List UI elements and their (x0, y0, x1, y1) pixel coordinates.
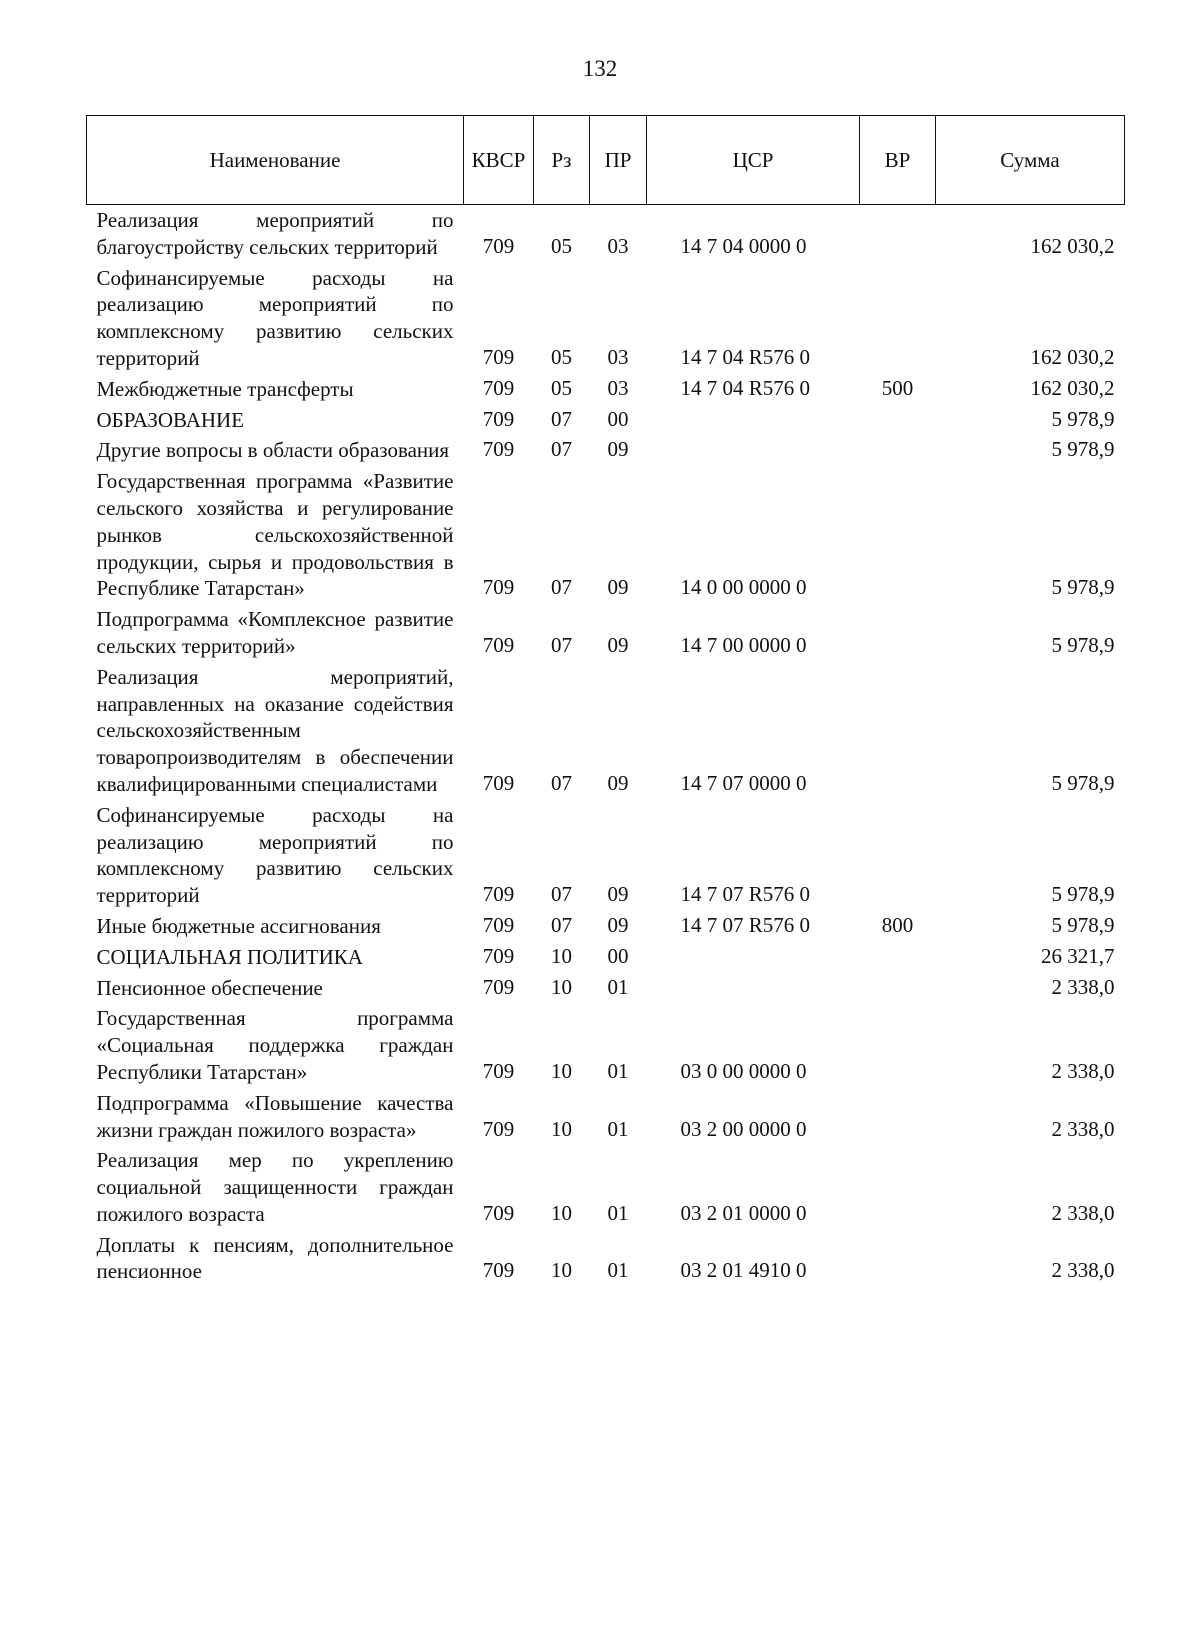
table-row (87, 911, 1125, 942)
cell-rz: 10 (551, 1116, 572, 1141)
cell-pr: 01 (607, 1258, 629, 1283)
table-row (87, 973, 1125, 1004)
cell-vr (860, 942, 936, 973)
cell-rz: 07 (551, 406, 572, 431)
cell-csr: 03 2 01 4910 0 (680, 1258, 807, 1283)
cell-name: Другие вопросы в области образования (96, 438, 450, 463)
cell-pr: 01 (607, 1200, 629, 1225)
cell-csr: 14 7 04 R576 0 (680, 375, 811, 400)
cell-rz: 07 (551, 575, 572, 600)
cell-sum: 5 978,9 (1051, 632, 1115, 657)
cell-kvsr: 709 (482, 437, 515, 462)
cell-kvsr: 709 (482, 406, 515, 431)
cell-csr: 14 7 04 0000 0 (680, 233, 807, 258)
table-row (87, 1230, 1125, 1288)
header-name: Наименование (87, 116, 464, 205)
header-sum: Сумма (936, 116, 1125, 205)
cell-csr (647, 405, 860, 436)
cell-sum: 162 030,2 (1030, 233, 1115, 258)
cell-name: Иные бюджетные ассигнования (96, 913, 381, 938)
cell-csr: 14 0 00 0000 0 (680, 575, 807, 600)
cell-rz: 07 (551, 882, 572, 907)
cell-pr: 09 (607, 575, 629, 600)
table-row (87, 466, 1125, 604)
table-row (87, 205, 1125, 263)
cell-sum: 2 338,0 (1051, 1116, 1115, 1141)
cell-vr (860, 405, 936, 436)
cell-vr (860, 435, 936, 466)
cell-sum: 2 338,0 (1051, 1258, 1115, 1283)
cell-kvsr: 709 (482, 575, 515, 600)
cell-sum: 162 030,2 (1030, 344, 1115, 369)
cell-vr: 500 (881, 375, 914, 400)
cell-rz: 05 (551, 233, 572, 258)
cell-vr: 800 (881, 912, 914, 937)
cell-rz: 10 (551, 974, 572, 999)
cell-name: Софинансируемые расходы на реализацию мероприятий по комплексному развитию сельских территорий (96, 802, 454, 908)
cell-vr (860, 263, 936, 374)
cell-sum: 5 978,9 (1051, 882, 1115, 907)
cell-kvsr: 709 (482, 344, 515, 369)
cell-pr: 01 (607, 974, 629, 999)
cell-pr: 00 (607, 406, 629, 431)
cell-name: ОБРАЗОВАНИЕ (96, 407, 245, 432)
table-row (87, 942, 1125, 973)
cell-csr (647, 942, 860, 973)
cell-sum: 5 978,9 (1051, 575, 1115, 600)
cell-sum: 26 321,7 (1041, 943, 1115, 968)
cell-vr (860, 800, 936, 911)
cell-vr (860, 1145, 936, 1229)
cell-name: Доплаты к пенсиям, дополнительное пенсионное (96, 1232, 454, 1284)
budget-table (86, 115, 1125, 1287)
cell-name: Государственная программа «Социальная поддержка граждан Республики Татарстан» (96, 1006, 454, 1084)
cell-csr (647, 973, 860, 1004)
table-header (87, 116, 1125, 205)
header-row (87, 116, 1125, 205)
header-vr: ВР (860, 116, 936, 205)
cell-sum: 5 978,9 (1051, 770, 1115, 795)
cell-name: Подпрограмма «Повышение качества жизни граждан пожилого возраста» (96, 1090, 454, 1142)
table-row (87, 374, 1125, 405)
cell-name: Пенсионное обеспечение (96, 975, 323, 1000)
cell-pr: 03 (607, 233, 629, 258)
cell-vr (860, 1003, 936, 1087)
cell-name: Государственная программа «Развитие сельского хозяйства и регулирование рынков сельскохозяйственной продукции, сырья и продовольствия в Республике Татарстан» (96, 469, 454, 601)
table-row (87, 263, 1125, 374)
table-row (87, 1003, 1125, 1087)
cell-kvsr: 709 (482, 1200, 515, 1225)
cell-rz: 07 (551, 632, 572, 657)
cell-kvsr: 709 (482, 1116, 515, 1141)
cell-vr (860, 973, 936, 1004)
cell-kvsr: 709 (482, 974, 515, 999)
table-row (87, 1145, 1125, 1229)
cell-pr: 09 (607, 632, 629, 657)
cell-csr: 03 2 01 0000 0 (680, 1200, 807, 1225)
budget-table-container (86, 115, 1124, 1287)
cell-name: Софинансируемые расходы на реализацию мероприятий по комплексному развитию сельских территорий (96, 265, 454, 370)
cell-name: Реализация мер по укреплению социальной защищенности граждан пожилого возраста (96, 1148, 454, 1226)
cell-pr: 01 (607, 1058, 629, 1083)
cell-csr: 14 7 07 0000 0 (680, 770, 807, 795)
cell-rz: 07 (551, 437, 572, 462)
cell-pr: 03 (607, 375, 629, 400)
cell-vr (860, 205, 936, 263)
cell-kvsr: 709 (482, 912, 515, 937)
cell-pr: 00 (607, 943, 629, 968)
header-kvsr: КВСР (464, 116, 534, 205)
cell-name: Подпрограмма «Комплексное развитие сельских территорий» (96, 607, 454, 658)
cell-name: Межбюджетные трансферты (96, 376, 354, 401)
cell-csr: 03 2 00 0000 0 (680, 1116, 807, 1141)
cell-kvsr: 709 (482, 632, 515, 657)
cell-kvsr: 709 (482, 943, 515, 968)
cell-sum: 5 978,9 (1051, 912, 1115, 937)
header-csr: ЦСР (647, 116, 860, 205)
cell-vr (860, 662, 936, 800)
cell-kvsr: 709 (482, 882, 515, 907)
cell-kvsr: 709 (482, 770, 515, 795)
cell-rz: 05 (551, 344, 572, 369)
cell-pr: 09 (607, 437, 629, 462)
cell-sum: 2 338,0 (1051, 1200, 1115, 1225)
cell-csr: 14 7 00 0000 0 (680, 632, 807, 657)
cell-name: Реализация мероприятий, направленных на оказание содействия сельскохозяйственным товаропроизводителям в обеспечении квалифицированными специалистами (96, 664, 454, 796)
cell-vr (860, 604, 936, 662)
cell-sum: 2 338,0 (1051, 1058, 1115, 1083)
cell-sum: 162 030,2 (1030, 375, 1115, 400)
header-rz: Рз (534, 116, 590, 205)
page-number: 132 (582, 56, 618, 81)
cell-rz: 10 (551, 1200, 572, 1225)
cell-csr: 14 7 07 R576 0 (680, 912, 811, 937)
cell-pr: 01 (607, 1116, 629, 1141)
cell-rz: 10 (551, 943, 572, 968)
cell-csr: 03 0 00 0000 0 (680, 1058, 807, 1083)
table-row (87, 800, 1125, 911)
header-pr: ПР (590, 116, 647, 205)
cell-kvsr: 709 (482, 375, 515, 400)
cell-csr: 14 7 04 R576 0 (680, 344, 811, 369)
table-row (87, 604, 1125, 662)
cell-kvsr: 709 (482, 233, 515, 258)
cell-name: Реализация мероприятий по благоустройству сельских территорий (96, 208, 454, 259)
cell-rz: 07 (551, 770, 572, 795)
cell-kvsr: 709 (482, 1058, 515, 1083)
cell-vr (860, 466, 936, 604)
cell-csr (647, 435, 860, 466)
cell-rz: 10 (551, 1058, 572, 1083)
cell-kvsr: 709 (482, 1258, 515, 1283)
cell-rz: 07 (551, 912, 572, 937)
cell-sum: 2 338,0 (1051, 974, 1115, 999)
table-row (87, 405, 1125, 436)
cell-csr: 14 7 07 R576 0 (680, 882, 811, 907)
cell-pr: 09 (607, 770, 629, 795)
table-row (87, 662, 1125, 800)
cell-vr (860, 1088, 936, 1146)
cell-rz: 10 (551, 1258, 572, 1283)
cell-sum: 5 978,9 (1051, 406, 1115, 431)
cell-sum: 5 978,9 (1051, 437, 1115, 462)
cell-name: СОЦИАЛЬНАЯ ПОЛИТИКА (96, 944, 363, 969)
cell-pr: 09 (607, 912, 629, 937)
cell-pr: 09 (607, 882, 629, 907)
table-body (87, 205, 1125, 1288)
cell-pr: 03 (607, 344, 629, 369)
cell-vr (860, 1230, 936, 1288)
table-row (87, 1088, 1125, 1146)
cell-rz: 05 (551, 375, 572, 400)
table-row (87, 435, 1125, 466)
